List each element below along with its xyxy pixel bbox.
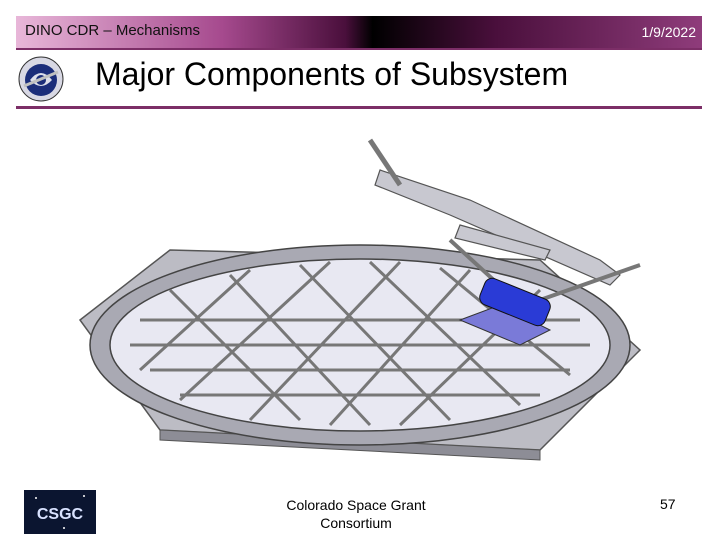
- csgc-logo-text: CSGC: [36, 506, 84, 523]
- title-divider: [16, 106, 702, 109]
- dino-mission-logo-icon: [18, 56, 64, 102]
- footer-org-line2: Consortium: [320, 515, 392, 531]
- slide-title: Major Components of Subsystem: [95, 56, 569, 92]
- header-date: 1/9/2022: [641, 24, 696, 40]
- csgc-logo-icon: [24, 490, 96, 534]
- footer-org-line1: Colorado Space Grant: [286, 497, 426, 513]
- header-title: DINO CDR – Mechanisms: [25, 22, 201, 39]
- page-number: 57: [660, 496, 676, 512]
- footer-organization: [276, 496, 436, 532]
- subsystem-cad-figure: [40, 130, 680, 480]
